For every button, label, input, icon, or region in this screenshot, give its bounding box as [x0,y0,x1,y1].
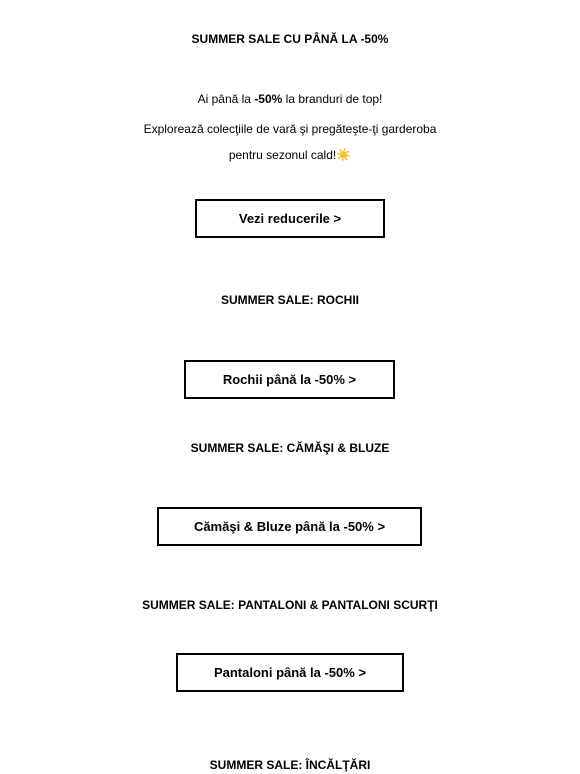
section-title-pants-shorts: SUMMER SALE: PANTALONI & PANTALONI SCURŢI [142,598,438,612]
shirts-blouses-button[interactable]: Cămăşi & Bluze până la -50% > [157,507,422,546]
hero-intro-line [0,91,580,107]
hero-description-text: pentru sezonul cald! [228,148,337,162]
view-discounts-button[interactable]: Vezi reducerile > [195,199,385,238]
hero-description-line-2 [0,147,580,163]
hero-intro-suffix: la branduri de top! [282,92,383,106]
hero-intro-prefix: Ai până la [197,92,255,106]
hero-title: SUMMER SALE CU PÂNĂ LA -50% [191,32,389,46]
section-title-dresses: SUMMER SALE: ROCHII [221,293,359,307]
section-title-shirts-blouses: SUMMER SALE: CĂMĂŞI & BLUZE [190,441,390,455]
sun-icon: ☀️ [336,148,352,162]
dresses-button[interactable]: Rochii până la -50% > [184,360,395,399]
pants-button[interactable]: Pantaloni până la -50% > [176,653,404,692]
hero-description-line: Explorează colecţiile de vară şi pregăteşte-ţi garderoba [143,122,437,136]
section-title-shoes: SUMMER SALE: ÎNCĂLŢĂRI [209,758,371,772]
hero-intro-discount: -50% [254,92,283,106]
